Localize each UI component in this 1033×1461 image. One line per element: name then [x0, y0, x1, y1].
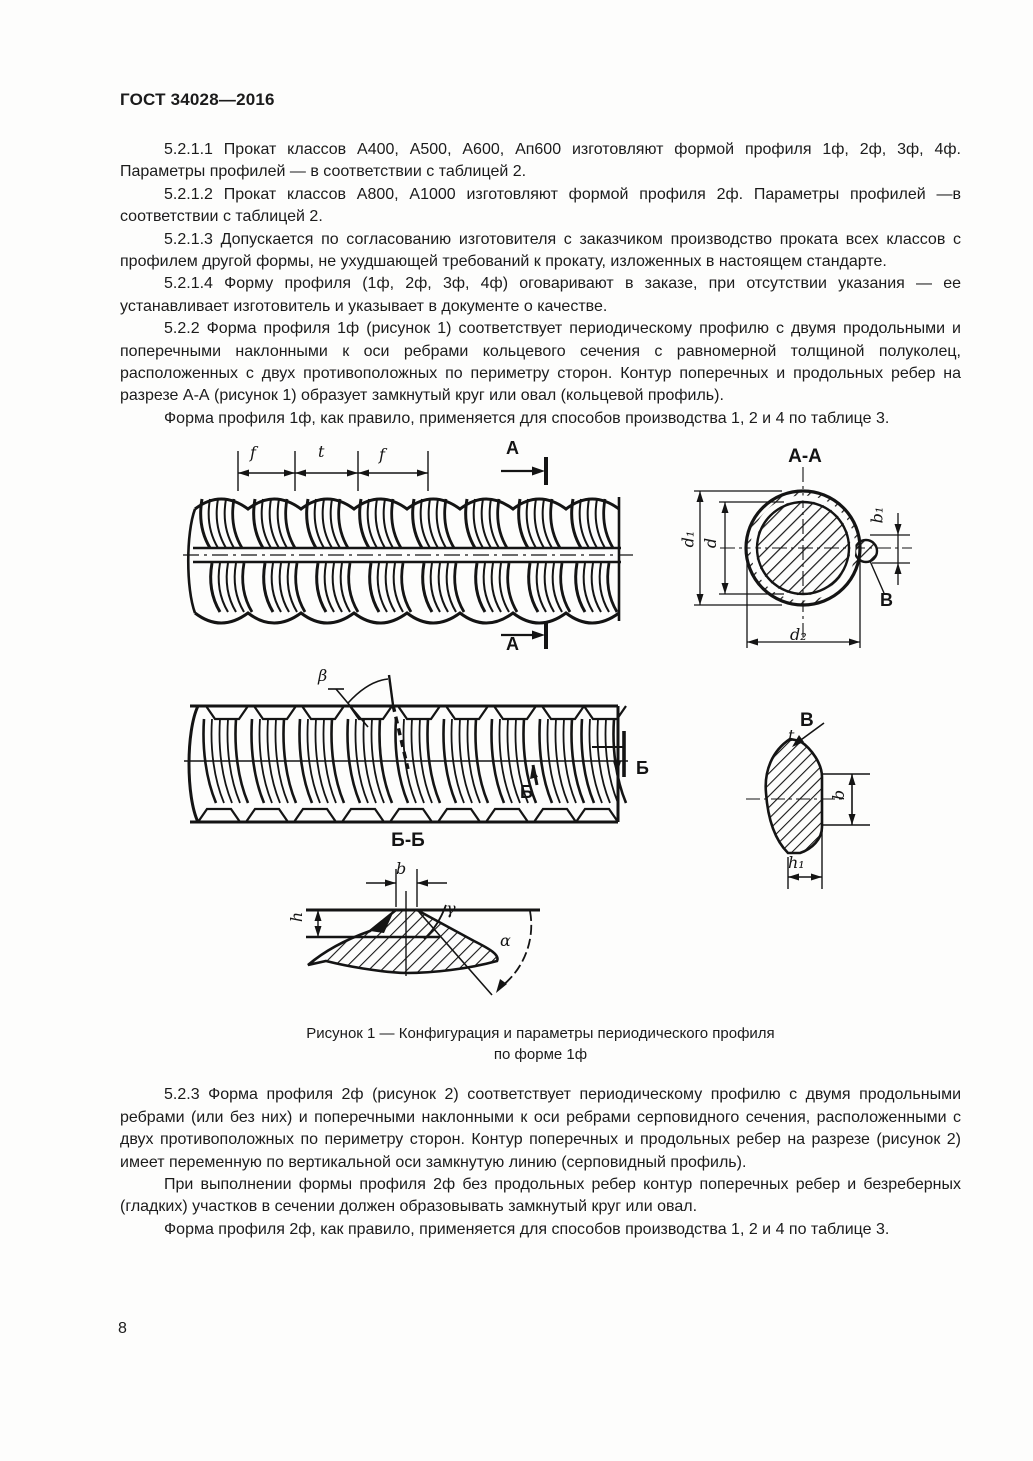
angle-gamma-label: γ	[446, 899, 456, 919]
paragraph-5214: 5.2.1.4 Форму профиля (1ф, 2ф, 3ф, 4ф) оговаривают в заказе, при отсутствии указания — ее устанавливает изготовитель и указывает в документе о качестве.	[120, 275, 961, 315]
section-bb-title: Б-Б	[391, 830, 425, 852]
paragraph-5213: 5.2.1.3 Допускается по согласованию изготовителя с заказчиком производство проката всех классов с профилем другой формы, не ухудшающей требований к прокату, изложенных в настоящем стандарте.	[120, 230, 961, 271]
figure-caption-line1: Рисунок 1 — Конфигурация и параметры периодического профиля	[306, 1025, 775, 1043]
rebar-side-view-drawing	[140, 666, 672, 847]
outer-circle	[746, 491, 860, 605]
dim-f-right-label: f	[379, 445, 385, 465]
angle-beta-label: β	[318, 666, 328, 686]
section-b-right-label: Б	[636, 758, 649, 779]
transverse-ribs-top	[201, 499, 613, 548]
dimension-f-t-f	[238, 451, 428, 491]
standard-code: ГОСТ 34028—2016	[120, 90, 275, 109]
rib-crests-top	[206, 706, 626, 719]
alpha-angle-arc	[498, 911, 531, 989]
dim-f-left-label: f	[250, 443, 256, 463]
section-b-inner-label: Б	[520, 782, 533, 803]
paragraph-5212: 5.2.1.2 Прокат классов А800, А1000 изготовляют формой профиля 2ф. Параметры профилей —в соответствии с таблицей 2.	[120, 185, 961, 226]
dim-h-rib-label: h	[287, 912, 307, 923]
dim-b-detail-label: b	[829, 790, 849, 801]
detail-v-leader	[870, 561, 884, 593]
paragraph-523-note1: При выполнении формы профиля 2ф без продольных ребер контур поперечных ребер и безреберных (гладких) участков в сечении должен образовывать замкнутый круг или овал.	[120, 1175, 961, 1216]
angle-alpha-label: α	[500, 931, 511, 951]
transverse-ribs-bottom	[211, 563, 617, 612]
dim-d1-label: d₁	[678, 530, 698, 548]
dim-b1-label: b₁	[867, 506, 887, 524]
detail-v-drawing	[742, 709, 914, 899]
section-aa-title: А-А	[788, 446, 822, 468]
dim-h1-label: h₁	[788, 853, 805, 873]
paragraph-523: 5.2.3 Форма профиля 2ф (рисунок 2) соответствует периодическому профилю с двумя продольными ребрами (или без них) и поперечными наклонными к оси ребрами серповидного сечения, расположенными с двух противоположных по периметру сторон. Контур поперечных и продольных ребер на разрезе (рисунок 2) имеет переменную по вертикальной оси замкнутую линию (серповидный профиль).	[120, 1086, 961, 1171]
section-a-bottom-label: А	[506, 634, 519, 655]
dim-d2-label: d₂	[790, 625, 807, 645]
dim-b-rib-label: b	[396, 859, 407, 879]
paragraph-523-note2: Форма профиля 2ф, как правило, применяется для способов производства 1, 2 и 4 по таблице 3.	[164, 1220, 890, 1238]
rib-feet-bottom	[198, 809, 618, 822]
dim-t-label: t	[318, 442, 325, 462]
figure-caption	[120, 1023, 961, 1065]
dim-d-label: d	[701, 538, 721, 549]
paragraph-522: 5.2.2 Форма профиля 1ф (рисунок 1) соответствует периодическому профилю с двумя продольными и поперечными наклонными к оси ребрами кольцевого сечения с равномерной толщиной полуколец, расположенных с двух противоположных по периметру сторон. Контур поперечных и продольных ребер на разрезе А-А (рисунок 1) образует замкнутый круг или овал (кольцевой профиль).	[120, 320, 961, 405]
figure-caption-line2: по форме 1ф	[493, 1046, 588, 1064]
detail-v-callout-label: В	[880, 590, 893, 611]
figure-1-drawing	[0, 431, 1033, 1023]
page-number: 8	[118, 1320, 127, 1337]
paragraph-5211: 5.2.1.1 Прокат классов А400, А500, А600, Ап600 изготовляют формой профиля 1ф, 2ф, 3ф, 4ф. Параметры профилей — в соответствии с таблицей 2.	[120, 141, 961, 181]
dim-t-small-label: t	[788, 726, 795, 746]
rib-profile-shape	[308, 910, 498, 973]
rebar-plan-view-drawing	[125, 437, 641, 657]
section-a-top-label: А	[506, 438, 519, 459]
detail-v-title: В	[800, 710, 814, 732]
paragraph-522-note: Форма профиля 1ф, как правило, применяется для способов производства 1, 2 и 4 по таблице 3.	[164, 409, 890, 427]
rib-section-shape	[766, 739, 822, 853]
text-block-before-figure	[120, 139, 961, 430]
text-block-after-figure	[120, 1084, 961, 1241]
section-bb-drawing	[278, 831, 626, 1021]
